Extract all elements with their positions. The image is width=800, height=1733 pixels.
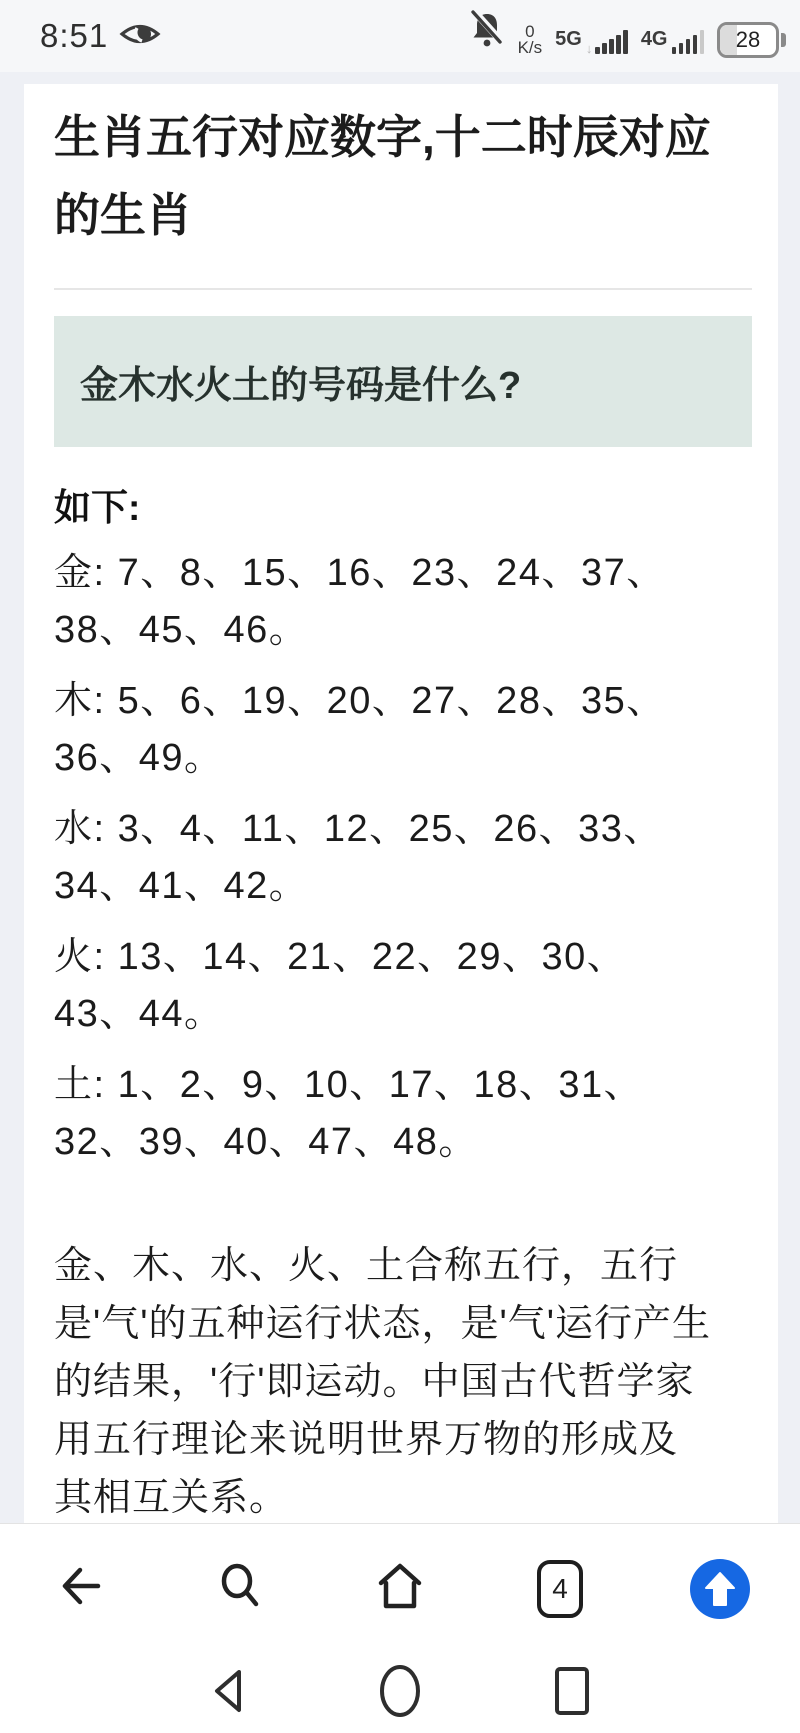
element-fire-numbers: [54, 929, 752, 1043]
text-line: 34、41、42。: [54, 865, 309, 907]
recents-square-icon: [550, 1665, 594, 1722]
page-title: [54, 98, 752, 254]
page-title-line2: 的生肖: [54, 189, 192, 241]
five-elements-paragraph: [54, 1237, 752, 1523]
answer-intro: 如下:: [54, 487, 141, 528]
browser-toolbar: [0, 1523, 800, 1653]
search-icon: [214, 1560, 266, 1617]
nav-home-button[interactable]: [376, 1663, 424, 1724]
page-title-line1: 生肖五行对应数字,十二时辰对应: [54, 111, 711, 163]
battery-nub: [781, 33, 786, 47]
text-line: 38、45、46。: [54, 609, 309, 651]
article-content: [24, 84, 778, 1523]
home-icon: [372, 1558, 428, 1619]
text-line: 其相互关系。: [54, 1477, 289, 1519]
battery-fill: [720, 25, 737, 55]
clock-time: 8:51: [40, 17, 109, 54]
system-nav-bar: [0, 1653, 800, 1733]
text-line: 32、39、40、47、48。: [54, 1121, 478, 1163]
tabs-icon: [537, 1560, 583, 1618]
browser-viewport: [0, 72, 800, 1523]
data-activity-arrow-icon: ↓: [585, 40, 593, 56]
back-triangle-icon: [206, 1665, 250, 1722]
text-line: 水: 3、4、11、12、25、26、33、: [54, 808, 663, 850]
text-line: 43、44。: [54, 993, 224, 1035]
back-arrow-icon: [54, 1560, 106, 1617]
signal-4g-icon: [640, 27, 704, 54]
network-speed-unit: K/s: [517, 37, 543, 57]
text-line: 木: 5、6、19、20、27、28、35、: [54, 680, 666, 722]
search-button[interactable]: [160, 1524, 320, 1653]
element-earth-numbers: [54, 1057, 752, 1171]
status-bar: [0, 0, 800, 72]
text-line: 用五行理论来说明世界万物的形成及: [54, 1419, 679, 1461]
tabs-button[interactable]: [480, 1524, 640, 1653]
question-heading: 金木水火土的号码是什么?: [54, 316, 752, 447]
eye-protection-icon: [118, 18, 162, 55]
battery-percent: 28: [735, 26, 761, 52]
element-wood-numbers: [54, 673, 752, 787]
text-line: 金、木、水、火、土合称五行，五行: [54, 1245, 679, 1287]
scroll-to-top-button[interactable]: [640, 1524, 800, 1653]
home-button[interactable]: [320, 1524, 480, 1653]
signal-5g-icon: [555, 27, 628, 56]
network-speed: [517, 21, 543, 57]
element-water-numbers: [54, 801, 752, 915]
nav-back-button[interactable]: [206, 1665, 250, 1722]
text-line: 的结果，'行'即运动。中国古代哲学家: [54, 1361, 695, 1403]
home-circle-icon: [376, 1663, 424, 1724]
text-line: 土: 1、2、9、10、17、18、31、: [54, 1064, 644, 1106]
signal-5g-label: 5G: [555, 27, 582, 50]
text-line: 是'气'的五种运行状态，是'气'运行产生: [54, 1303, 712, 1345]
text-line: 36、49。: [54, 737, 224, 779]
network-speed-value: 0: [525, 21, 535, 41]
battery-icon: [717, 22, 786, 58]
element-gold-numbers: [54, 545, 752, 659]
back-button[interactable]: [0, 1524, 160, 1653]
scroll-to-top-icon: [690, 1559, 750, 1619]
tab-count: 4: [552, 1572, 568, 1604]
title-divider: [54, 288, 752, 290]
nav-recents-button[interactable]: [550, 1665, 594, 1722]
text-line: 金: 7、8、15、16、23、24、37、: [54, 552, 666, 594]
text-line: 火: 13、14、21、22、29、30、: [54, 936, 627, 978]
signal-4g-label: 4G: [640, 27, 668, 50]
bell-muted-icon: [469, 9, 505, 54]
